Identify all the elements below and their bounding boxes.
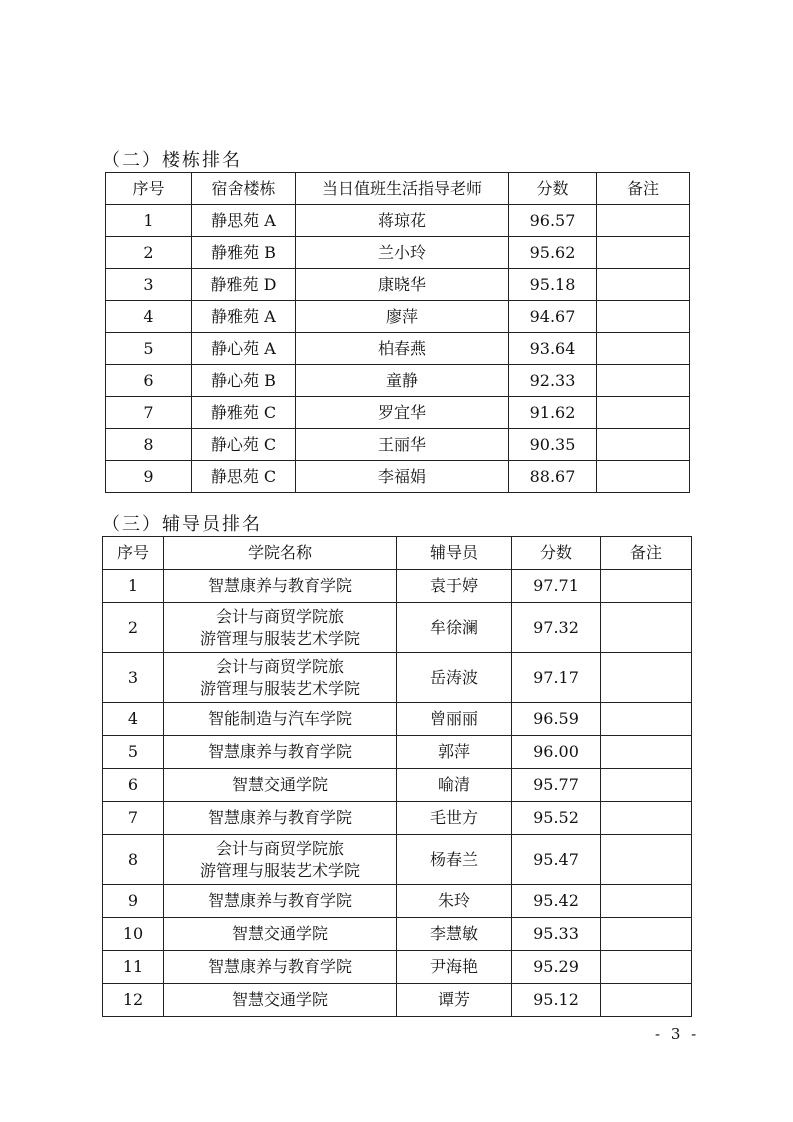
- rank-cell: 8: [103, 835, 164, 885]
- counselor-cell: 岳涛波: [397, 653, 512, 703]
- table-row: [103, 570, 692, 603]
- counselor-cell: 郭萍: [397, 736, 512, 769]
- teacher-cell: 罗宜华: [296, 397, 509, 429]
- table-row: [103, 736, 692, 769]
- score-cell: 95.42: [512, 885, 601, 918]
- rank-cell: 1: [103, 570, 164, 603]
- note-cell: [601, 802, 692, 835]
- counselor-cell: 尹海艳: [397, 951, 512, 984]
- note-cell: [601, 885, 692, 918]
- table-row: [103, 603, 692, 653]
- table-row: [106, 429, 690, 461]
- counselor-cell: 曾丽丽: [397, 703, 512, 736]
- header-note: 备注: [597, 173, 690, 205]
- score-cell: 97.17: [512, 653, 601, 703]
- counselor-cell: 谭芳: [397, 984, 512, 1017]
- page-number: - 3 -: [655, 1025, 700, 1043]
- score-cell: 97.71: [512, 570, 601, 603]
- college-cell: [164, 653, 397, 703]
- score-cell: 95.33: [512, 918, 601, 951]
- teacher-cell: 童静: [296, 365, 509, 397]
- college-cell: [164, 769, 397, 802]
- college-name-line: 游管理与服装艺术学院: [199, 678, 360, 698]
- header-college: 学院名称: [164, 537, 397, 570]
- note-cell: [597, 269, 690, 301]
- college-name-line: 智慧康养与教育学院: [207, 808, 352, 827]
- score-cell: 95.77: [512, 769, 601, 802]
- college-name-line: 智慧康养与教育学院: [207, 576, 352, 595]
- header-no: 序号: [106, 173, 192, 205]
- header-teacher: 当日值班生活指导老师: [296, 173, 509, 205]
- note-cell: [601, 653, 692, 703]
- building-cell: 静雅苑 C: [192, 397, 296, 429]
- score-cell: 96.57: [509, 205, 597, 237]
- table-row: [103, 835, 692, 885]
- college-name-line: 智慧康养与教育学院: [207, 742, 352, 761]
- teacher-cell: 康晓华: [296, 269, 509, 301]
- teacher-cell: 李福娟: [296, 461, 509, 493]
- note-cell: [601, 603, 692, 653]
- score-cell: 95.18: [509, 269, 597, 301]
- college-name-line: 智能制造与汽车学院: [207, 709, 352, 728]
- college-name-line: 会计与商贸学院旅: [215, 606, 344, 626]
- score-cell: 90.35: [509, 429, 597, 461]
- table-row: [106, 365, 690, 397]
- college-cell: [164, 835, 397, 885]
- score-cell: 88.67: [509, 461, 597, 493]
- header-score: 分数: [509, 173, 597, 205]
- rank-cell: 4: [103, 703, 164, 736]
- building-cell: 静思苑 A: [192, 205, 296, 237]
- table-row: [103, 918, 692, 951]
- building-cell: 静思苑 C: [192, 461, 296, 493]
- rank-cell: 12: [103, 984, 164, 1017]
- score-cell: 95.52: [512, 802, 601, 835]
- note-cell: [601, 769, 692, 802]
- college-name-line: 会计与商贸学院旅: [215, 656, 344, 676]
- note-cell: [597, 301, 690, 333]
- college-name-line: 智慧康养与教育学院: [207, 891, 352, 910]
- college-name-line: 智慧康养与教育学院: [207, 957, 352, 976]
- rank-cell: 4: [106, 301, 192, 333]
- counselor-ranking-rows: [103, 570, 692, 1017]
- counselor-cell: 牟徐澜: [397, 603, 512, 653]
- building-cell: 静雅苑 D: [192, 269, 296, 301]
- note-cell: [597, 205, 690, 237]
- table-row: [106, 237, 690, 269]
- table-row: [106, 205, 690, 237]
- table-row: [106, 301, 690, 333]
- note-cell: [597, 429, 690, 461]
- rank-cell: 5: [103, 736, 164, 769]
- rank-cell: 7: [103, 802, 164, 835]
- table-row: [106, 333, 690, 365]
- college-cell: [164, 918, 397, 951]
- table-row: [103, 885, 692, 918]
- rank-cell: 6: [103, 769, 164, 802]
- counselor-ranking-table: [102, 536, 692, 1017]
- counselor-cell: 李慧敏: [397, 918, 512, 951]
- rank-cell: 9: [106, 461, 192, 493]
- building-ranking-rows: [106, 205, 690, 493]
- rank-cell: 2: [103, 603, 164, 653]
- college-name-line: 会计与商贸学院旅: [215, 838, 344, 858]
- header-building: 宿舍楼栋: [192, 173, 296, 205]
- teacher-cell: 廖萍: [296, 301, 509, 333]
- college-cell: [164, 570, 397, 603]
- score-cell: 91.62: [509, 397, 597, 429]
- rank-cell: 8: [106, 429, 192, 461]
- rank-cell: 2: [106, 237, 192, 269]
- rank-cell: 9: [103, 885, 164, 918]
- building-ranking-table: [105, 172, 690, 493]
- counselor-cell: 毛世方: [397, 802, 512, 835]
- note-cell: [601, 951, 692, 984]
- counselor-cell: 喻清: [397, 769, 512, 802]
- table-row: [106, 269, 690, 301]
- counselor-cell: 朱玲: [397, 885, 512, 918]
- table-header-row: [103, 537, 692, 570]
- building-cell: 静雅苑 A: [192, 301, 296, 333]
- table-row: [106, 461, 690, 493]
- note-cell: [601, 835, 692, 885]
- note-cell: [597, 461, 690, 493]
- college-cell: [164, 951, 397, 984]
- college-cell: [164, 984, 397, 1017]
- teacher-cell: 柏春燕: [296, 333, 509, 365]
- rank-cell: 1: [106, 205, 192, 237]
- table-row: [103, 769, 692, 802]
- table-header-row: [106, 173, 690, 205]
- note-cell: [601, 703, 692, 736]
- table-row: [103, 653, 692, 703]
- building-cell: 静雅苑 B: [192, 237, 296, 269]
- college-name-line: 智慧交通学院: [231, 924, 328, 943]
- score-cell: 96.59: [512, 703, 601, 736]
- score-cell: 93.64: [509, 333, 597, 365]
- score-cell: 95.29: [512, 951, 601, 984]
- section-title-building-ranking: （二）楼栋排名: [102, 150, 242, 171]
- note-cell: [597, 333, 690, 365]
- header-note: 备注: [601, 537, 692, 570]
- rank-cell: 5: [106, 333, 192, 365]
- header-counselor: 辅导员: [397, 537, 512, 570]
- rank-cell: 6: [106, 365, 192, 397]
- score-cell: 97.32: [512, 603, 601, 653]
- rank-cell: 7: [106, 397, 192, 429]
- college-cell: [164, 885, 397, 918]
- note-cell: [601, 984, 692, 1017]
- note-cell: [597, 237, 690, 269]
- header-score: 分数: [512, 537, 601, 570]
- rank-cell: 10: [103, 918, 164, 951]
- rank-cell: 3: [106, 269, 192, 301]
- teacher-cell: 蒋琼花: [296, 205, 509, 237]
- score-cell: 96.00: [512, 736, 601, 769]
- table-row: [103, 984, 692, 1017]
- building-cell: 静心苑 B: [192, 365, 296, 397]
- college-cell: [164, 703, 397, 736]
- note-cell: [601, 918, 692, 951]
- score-cell: 92.33: [509, 365, 597, 397]
- header-no: 序号: [103, 537, 164, 570]
- college-name-line: 智慧交通学院: [231, 990, 328, 1009]
- building-cell: 静心苑 C: [192, 429, 296, 461]
- college-cell: [164, 802, 397, 835]
- note-cell: [597, 365, 690, 397]
- note-cell: [597, 397, 690, 429]
- table-row: [106, 397, 690, 429]
- score-cell: 95.47: [512, 835, 601, 885]
- college-name-line: 智慧交通学院: [231, 775, 328, 794]
- note-cell: [601, 736, 692, 769]
- table-row: [103, 951, 692, 984]
- counselor-cell: 杨春兰: [397, 835, 512, 885]
- counselor-cell: 袁于婷: [397, 570, 512, 603]
- table-row: [103, 703, 692, 736]
- rank-cell: 3: [103, 653, 164, 703]
- score-cell: 95.12: [512, 984, 601, 1017]
- teacher-cell: 王丽华: [296, 429, 509, 461]
- rank-cell: 11: [103, 951, 164, 984]
- college-cell: [164, 736, 397, 769]
- score-cell: 95.62: [509, 237, 597, 269]
- college-name-line: 游管理与服装艺术学院: [199, 860, 360, 880]
- college-name-line: 游管理与服装艺术学院: [199, 628, 360, 648]
- section-title-counselor-ranking: （三）辅导员排名: [102, 514, 262, 535]
- score-cell: 94.67: [509, 301, 597, 333]
- note-cell: [601, 570, 692, 603]
- table-row: [103, 802, 692, 835]
- college-cell: [164, 603, 397, 653]
- teacher-cell: 兰小玲: [296, 237, 509, 269]
- building-cell: 静心苑 A: [192, 333, 296, 365]
